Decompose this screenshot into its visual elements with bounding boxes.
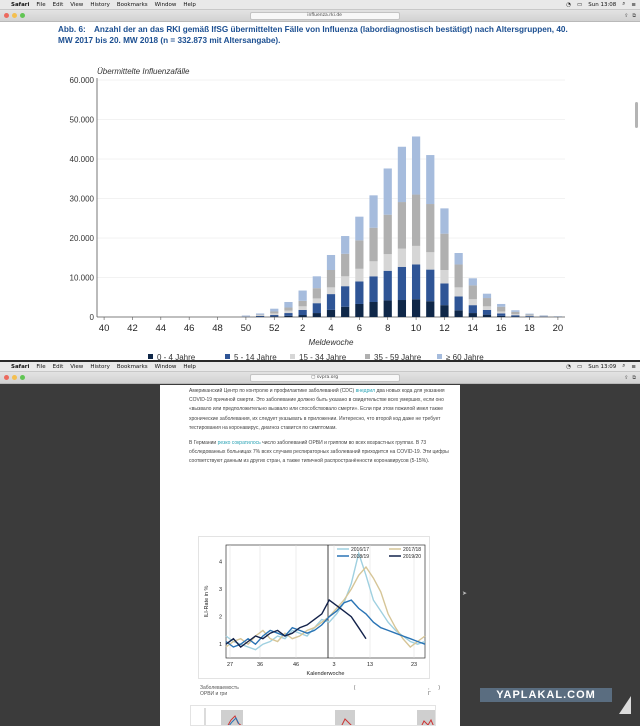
bar-segment	[384, 300, 392, 317]
bar-segment	[313, 303, 321, 313]
ili-line-chart	[199, 537, 431, 680]
x-tick-label: 8	[385, 323, 391, 334]
y-tick-label: 2	[218, 614, 222, 621]
bar-segment	[299, 301, 307, 307]
bar-segment	[313, 276, 321, 288]
x-tick-label: 42	[127, 323, 138, 334]
bar-segment	[483, 294, 491, 298]
y-tick-label: 10.000	[69, 273, 94, 283]
rki-report-page	[0, 22, 640, 360]
paragraph-germany	[189, 439, 449, 467]
bar-segment	[440, 234, 448, 270]
bar-segment	[426, 252, 434, 269]
influenza-stacked-bar-chart	[0, 22, 640, 360]
menu-bookmarks[interactable]: Bookmarks	[116, 363, 148, 370]
bar-segment	[398, 249, 406, 267]
bar-segment	[455, 296, 463, 310]
address-bar[interactable]: influenza.rki.de	[250, 12, 400, 20]
legend-label: ≥ 60 Jahre	[446, 353, 484, 360]
bar-segment	[369, 228, 377, 262]
bar-segment	[299, 315, 307, 317]
bar-segment	[284, 308, 292, 311]
y-tick-label: 50.000	[69, 115, 94, 125]
battery-icon[interactable]: ▭	[577, 1, 583, 8]
x-axis-title: Kalenderwoche	[306, 671, 345, 677]
bar-segment	[284, 313, 292, 316]
bar-segment	[284, 316, 292, 317]
shaded-period	[221, 710, 243, 726]
y-tick-label: 30.000	[69, 194, 94, 204]
bar-segment	[327, 270, 335, 287]
y-tick-label: 3	[218, 587, 222, 594]
bar-segment	[525, 314, 533, 315]
bar-segment	[284, 311, 292, 313]
bar-segment	[355, 281, 363, 304]
bar-segment	[270, 311, 278, 313]
bar-segment	[497, 311, 505, 313]
bar-segment	[341, 276, 349, 286]
close-icon[interactable]	[4, 13, 9, 18]
browser-toolbar	[0, 10, 640, 22]
menu-edit[interactable]: Edit	[52, 1, 64, 8]
legend-swatch	[225, 354, 230, 359]
wifi-icon[interactable]: ◔	[566, 363, 572, 370]
y-tick-label: 4	[218, 559, 222, 566]
menu-window[interactable]: Window	[154, 363, 177, 370]
plot-frame	[226, 545, 425, 658]
bar-segment	[341, 254, 349, 277]
bar-segment	[525, 316, 533, 317]
top-screenshot	[0, 0, 640, 360]
bar-segment	[412, 136, 420, 194]
x-tick-label: 3	[332, 662, 336, 668]
x-tick-label: 27	[226, 662, 234, 668]
y-axis-title: ILI-Rate in %	[204, 585, 210, 618]
browser-toolbar	[0, 372, 640, 384]
bar-segment	[426, 270, 434, 302]
paragraph-cdc	[189, 387, 449, 433]
menu-safari[interactable]: Safari	[11, 1, 30, 8]
bar-segment	[398, 267, 406, 300]
menu-view[interactable]: View	[70, 363, 84, 370]
bar-segment	[440, 283, 448, 305]
caption-text: Заболеваемость ОРВИ и гри	[200, 685, 239, 697]
caption-gap	[258, 685, 347, 697]
bar-segment	[455, 287, 463, 296]
bar-segment	[525, 314, 533, 315]
legend-swatch	[365, 354, 370, 359]
bar-segment	[355, 240, 363, 268]
legend-label: 5 - 14 Jahre	[234, 353, 277, 360]
figure-caption	[200, 685, 440, 697]
x-tick-label: 23	[410, 662, 418, 668]
x-tick-label: 40	[98, 323, 110, 334]
x-tick-label: 46	[292, 662, 300, 668]
bar-segment	[426, 155, 434, 204]
bar-segment	[384, 271, 392, 301]
bar-segment	[327, 310, 335, 317]
menu-list-icon[interactable]: ≡	[631, 1, 636, 8]
bar-segment	[299, 306, 307, 310]
shaded-period	[335, 710, 355, 726]
bar-segment	[497, 313, 505, 315]
bar-segment	[483, 298, 491, 306]
clock[interactable]: Sun 13:08	[588, 1, 617, 8]
caption-paren-open: (	[353, 685, 356, 691]
bar-segment	[511, 310, 519, 312]
legend-label: 2017/18	[403, 547, 422, 553]
bar-segment	[497, 304, 505, 307]
search-icon[interactable]: ⌕	[622, 1, 626, 7]
bar-segment	[440, 305, 448, 317]
menu-safari[interactable]: Safari	[11, 363, 30, 370]
bottom-screenshot	[0, 362, 640, 726]
bar-segment	[369, 261, 377, 276]
menubar	[0, 0, 640, 10]
bar-segment	[256, 313, 264, 314]
menu-list-icon[interactable]: ≡	[631, 363, 636, 370]
legend-label: 2016/17	[351, 547, 370, 553]
bar-segment	[256, 315, 264, 316]
bar-segment	[455, 310, 463, 317]
paragraph-text: В Германии	[189, 440, 217, 447]
bar-segment	[398, 202, 406, 249]
link-germany-decline[interactable]: резко сократилось	[217, 440, 261, 447]
address-bar[interactable]: ▢ svpra.org	[250, 374, 400, 382]
tabs-icon[interactable]: ⧉	[632, 374, 636, 381]
share-icon[interactable]: ⇪	[624, 12, 629, 19]
bar-segment	[455, 264, 463, 287]
bar-segment	[369, 276, 377, 302]
bar-segment	[511, 312, 519, 314]
bar-segment	[270, 309, 278, 312]
caption-end: )	[438, 685, 441, 691]
x-tick-label: 36	[256, 662, 264, 668]
menu-history[interactable]: History	[90, 1, 110, 8]
link-cdc-codes[interactable]: внедрил	[355, 388, 376, 394]
menu-window[interactable]: Window	[154, 1, 177, 8]
x-axis-title: Meldewoche	[308, 338, 354, 347]
y-tick-label: 60.000	[69, 76, 94, 85]
bar-segment	[327, 294, 335, 310]
x-tick-label: 12	[439, 323, 450, 334]
minimize-icon[interactable]	[12, 375, 17, 380]
bar-segment	[327, 255, 335, 270]
bar-segment	[412, 299, 420, 317]
bar-segment	[469, 285, 477, 299]
x-tick-label: 13	[366, 662, 374, 668]
bar-segment	[469, 278, 477, 285]
menu-view[interactable]: View	[70, 1, 84, 8]
bar-segment	[313, 313, 321, 317]
menu-bookmarks[interactable]: Bookmarks	[116, 1, 148, 8]
bar-segment	[440, 270, 448, 283]
bar-segment	[426, 204, 434, 252]
bar-segment	[511, 315, 519, 316]
menu-history[interactable]: History	[90, 363, 110, 370]
x-tick-label: 52	[268, 323, 280, 334]
bar-segment	[299, 310, 307, 315]
y-tick-label: 1	[218, 642, 222, 649]
bar-segment	[270, 315, 278, 316]
bar-segment	[398, 147, 406, 202]
bar-segment	[469, 305, 477, 313]
y-axis-title: Übermittelte Influenzafälle	[97, 67, 190, 76]
article-page	[160, 385, 460, 726]
y-tick-label: 20.000	[69, 234, 94, 243]
bar-segment	[455, 253, 463, 264]
bar-segment	[497, 316, 505, 317]
second-figure-partial	[190, 705, 436, 726]
bar-segment	[384, 168, 392, 214]
scrollbar[interactable]	[635, 102, 638, 128]
menu-file[interactable]: File	[36, 363, 46, 370]
bar-segment	[355, 269, 363, 282]
second-figure-graphic	[191, 706, 436, 726]
bar-segment	[284, 302, 292, 308]
bar-segment	[469, 299, 477, 305]
clock[interactable]: Sun 13:09	[588, 363, 617, 370]
bar-segment	[299, 291, 307, 301]
paragraph-text: два новых кода для указания COVID-19 причиной смерти. Это заболевание должно быть указано в свидетельстве всех умерших, если оно «вызвало или предположительно вызвало или способствовало смерти». Если при этом пожилой имел также хронические заболевания, их следует указывать в приложении. Интересно, что второй код даже не требует тестирования на коронавирус, диагноз ставится по симптомам.	[189, 388, 445, 431]
x-tick-label: 20	[552, 323, 564, 334]
x-tick-label: 18	[524, 323, 535, 334]
bar-segment	[483, 310, 491, 315]
bar-segment	[469, 313, 477, 317]
zoom-icon[interactable]	[20, 13, 25, 18]
legend-label: 35 - 59 Jahre	[374, 353, 422, 360]
bar-segment	[313, 288, 321, 298]
paragraph-text: Американский Центр по контролю и профилактике заболеваний (CDC)	[189, 388, 355, 394]
bar-segment	[384, 254, 392, 271]
bar-segment	[341, 307, 349, 317]
bar-segment	[412, 264, 420, 299]
bar-segment	[256, 316, 264, 317]
legend-label: 15 - 34 Jahre	[299, 353, 347, 360]
resize-handle-icon[interactable]	[619, 696, 631, 714]
x-tick-label: 50	[240, 323, 252, 334]
tabs-icon[interactable]: ⧉	[632, 12, 636, 19]
bar-segment	[483, 315, 491, 317]
legend-label: 0 - 4 Jahre	[157, 353, 196, 360]
caption-gap	[361, 685, 422, 697]
menu-file[interactable]: File	[36, 1, 46, 8]
bar-segment	[313, 298, 321, 303]
paragraph-text: число заболеваний ОРВИ и гриппом во всех возрастных группах. В 73 обследованных больницах 7% всех случаев респираторных заболеваний приходится на COVID-19. Эти цифры соответствуют данным из других стран, а также типичной распространённости коронавирусов (5-15%).	[189, 440, 449, 465]
article-body	[189, 387, 449, 473]
legend-label: 2018/19	[351, 554, 370, 560]
bar-segment	[341, 286, 349, 307]
bar-segment	[384, 215, 392, 255]
caption-paren-close: , Г	[428, 685, 431, 697]
bar-segment	[540, 316, 548, 317]
x-tick-label: 4	[328, 323, 334, 334]
bar-segment	[511, 314, 519, 315]
window-controls	[4, 13, 25, 18]
watermark-text: YAPLAKAL.COM	[496, 689, 596, 701]
bar-segment	[256, 315, 264, 316]
minimize-icon[interactable]	[12, 13, 17, 18]
zoom-icon[interactable]	[20, 375, 25, 380]
bar-segment	[327, 287, 335, 294]
y-tick-label: 40.000	[69, 155, 94, 164]
menubar	[0, 362, 640, 372]
bar-segment	[355, 217, 363, 241]
bar-segment	[270, 313, 278, 315]
bar-segment	[369, 195, 377, 227]
legend-swatch	[290, 354, 295, 359]
menu-help[interactable]: Help	[183, 1, 196, 8]
bar-segment	[483, 306, 491, 310]
x-tick-label: 46	[183, 323, 195, 334]
bar-segment	[270, 316, 278, 317]
x-tick-label: 6	[356, 323, 363, 334]
battery-icon[interactable]: ▭	[577, 363, 583, 370]
bar-segment	[426, 301, 434, 317]
watermark-logo	[480, 688, 612, 702]
x-tick-label: 14	[467, 323, 479, 334]
bar-segment	[412, 246, 420, 265]
legend-swatch	[148, 354, 153, 359]
window-controls	[4, 375, 25, 380]
bar-segment	[355, 304, 363, 317]
x-tick-label: 16	[495, 323, 507, 334]
bar-segment	[398, 300, 406, 317]
bar-segment	[412, 195, 420, 246]
menu-help[interactable]: Help	[183, 363, 196, 370]
ili-figure	[198, 536, 430, 679]
share-icon[interactable]: ⇪	[624, 374, 629, 381]
figure-title-text: Anzahl der an das RKI gemäß IfSG übermittelten Fälle von Influenza (labordiagnostisch bestätigt) nach Altersgruppen, 40. MW 2017 bis 20. MW 2018 (n = 332.873 mit Altersangabe).	[58, 25, 568, 45]
bar-segment	[341, 236, 349, 254]
bar-segment	[369, 302, 377, 317]
y-tick-label: 0	[89, 313, 94, 322]
bar-segment	[440, 208, 448, 233]
figure-label: Abb. 6:	[58, 25, 86, 34]
x-tick-label: 48	[212, 323, 223, 334]
bar-segment	[497, 307, 505, 312]
x-tick-label: 44	[155, 323, 167, 334]
x-tick-label: 10	[410, 323, 422, 334]
menu-edit[interactable]: Edit	[52, 363, 64, 370]
x-tick-label: 2	[299, 323, 306, 334]
cursor-icon: ➤	[462, 590, 468, 597]
legend-swatch	[437, 354, 442, 359]
bar-segment	[511, 316, 519, 317]
close-icon[interactable]	[4, 375, 9, 380]
legend-label: 2019/20	[403, 554, 422, 560]
wifi-icon[interactable]: ◔	[566, 1, 572, 8]
search-icon[interactable]: ⌕	[622, 363, 626, 369]
